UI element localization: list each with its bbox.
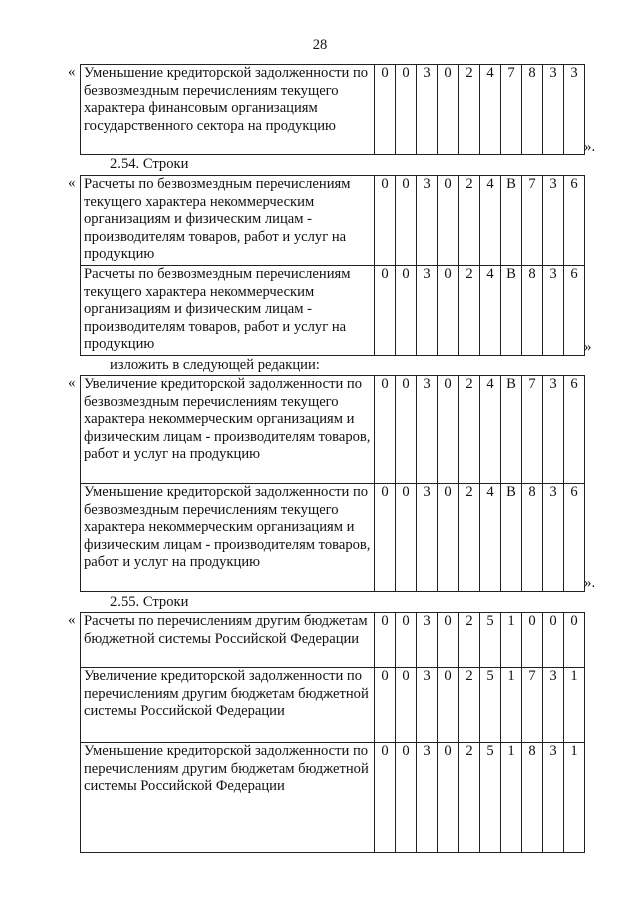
code-digit: 5 [480, 613, 501, 668]
code-digit: 4 [480, 484, 501, 592]
row-description: Увеличение кредиторской задолженности по перечислениям другим бюджетам бюджетной системы Российской Федерации [81, 668, 375, 743]
close-quote: ». [584, 139, 596, 155]
code-table-255 [80, 612, 585, 853]
code-digit: 4 [480, 176, 501, 266]
code-digit: 0 [438, 176, 459, 266]
code-digit: В [501, 266, 522, 356]
section-caption-255: 2.55. Строки [110, 594, 189, 610]
code-digit: 2 [459, 613, 480, 668]
code-digit: 0 [396, 484, 417, 592]
code-digit: 0 [522, 613, 543, 668]
code-digit: 3 [417, 376, 438, 484]
code-digit: 3 [417, 484, 438, 592]
row-description: Расчеты по перечислениям другим бюджетам бюджетной системы Российской Федерации [81, 613, 375, 668]
table-row [81, 65, 585, 155]
code-digit: 0 [375, 65, 396, 155]
code-table-253-tail [80, 64, 585, 155]
table-row [81, 613, 585, 668]
code-digit: 0 [375, 176, 396, 266]
code-digit: 2 [459, 668, 480, 743]
code-digit: 0 [564, 613, 585, 668]
code-digit: 4 [480, 65, 501, 155]
code-digit: 7 [522, 668, 543, 743]
code-digit: 3 [417, 65, 438, 155]
code-digit: 1 [501, 743, 522, 853]
code-digit: 0 [396, 376, 417, 484]
row-description: Увеличение кредиторской задолженности по безвозмездным перечислениям текущего характера некоммерческим организациям и физическим лицам - производителям товаров, работ и услуг на продукцию [81, 376, 375, 484]
code-digit: 0 [438, 613, 459, 668]
code-digit: 2 [459, 176, 480, 266]
page-number: 28 [312, 37, 328, 53]
code-digit: 0 [438, 668, 459, 743]
table-row [81, 484, 585, 592]
row-description: Уменьшение кредиторской задолженности по безвозмездным перечислениям текущего характера финансовым организациям государственного сектора на продукцию [81, 65, 375, 155]
table-row [81, 266, 585, 356]
code-digit: 0 [375, 743, 396, 853]
code-digit: 2 [459, 484, 480, 592]
code-digit: 6 [564, 266, 585, 356]
replace-caption: изложить в следующей редакции: [110, 357, 320, 373]
code-digit: 2 [459, 266, 480, 356]
code-digit: 0 [396, 176, 417, 266]
code-digit: 0 [438, 266, 459, 356]
row-description: Расчеты по безвозмездным перечислениям текущего характера некоммерческим организациям и физическим лицам - производителям товаров, работ и услуг на продукцию [81, 266, 375, 356]
code-digit: 3 [417, 668, 438, 743]
code-digit: 8 [522, 65, 543, 155]
code-digit: 3 [564, 65, 585, 155]
row-description: Уменьшение кредиторской задолженности по перечислениям другим бюджетам бюджетной системы Российской Федерации [81, 743, 375, 853]
code-digit: В [501, 484, 522, 592]
open-quote: « [68, 375, 76, 391]
code-digit: 5 [480, 743, 501, 853]
close-quote: ». [584, 575, 596, 591]
code-digit: 3 [543, 376, 564, 484]
code-digit: 1 [501, 668, 522, 743]
table-row [81, 376, 585, 484]
code-digit: 4 [480, 266, 501, 356]
code-digit: 0 [438, 484, 459, 592]
code-digit: 3 [543, 65, 564, 155]
code-digit: 0 [396, 266, 417, 356]
code-digit: 0 [375, 484, 396, 592]
code-digit: 8 [522, 266, 543, 356]
code-digit: 8 [522, 743, 543, 853]
code-digit: 6 [564, 484, 585, 592]
code-digit: В [501, 176, 522, 266]
code-digit: 7 [501, 65, 522, 155]
code-digit: 3 [543, 484, 564, 592]
code-digit: 0 [438, 743, 459, 853]
section-caption-254: 2.54. Строки [110, 156, 189, 172]
code-digit: 5 [480, 668, 501, 743]
open-quote: « [68, 64, 76, 80]
code-digit: 7 [522, 176, 543, 266]
code-table-254-new [80, 375, 585, 592]
code-digit: 1 [501, 613, 522, 668]
code-digit: 0 [438, 376, 459, 484]
code-digit: 3 [543, 176, 564, 266]
code-digit: 0 [438, 65, 459, 155]
code-digit: 2 [459, 376, 480, 484]
open-quote: « [68, 612, 76, 628]
code-digit: 3 [417, 266, 438, 356]
row-description: Уменьшение кредиторской задолженности по безвозмездным перечислениям текущего характера некоммерческим организациям и физическим лицам - производителям товаров, работ и услуг на продукцию [81, 484, 375, 592]
code-digit: В [501, 376, 522, 484]
code-digit: 0 [375, 613, 396, 668]
code-digit: 7 [522, 376, 543, 484]
code-digit: 0 [396, 613, 417, 668]
table-row [81, 176, 585, 266]
code-digit: 1 [564, 743, 585, 853]
code-digit: 3 [543, 743, 564, 853]
code-digit: 0 [396, 65, 417, 155]
table-row [81, 668, 585, 743]
code-digit: 3 [417, 743, 438, 853]
code-digit: 0 [396, 668, 417, 743]
code-digit: 6 [564, 176, 585, 266]
code-digit: 0 [375, 668, 396, 743]
code-digit: 3 [417, 176, 438, 266]
row-description: Расчеты по безвозмездным перечислениям текущего характера некоммерческим организациям и физическим лицам - производителям товаров, работ и услуг на продукцию [81, 176, 375, 266]
code-digit: 2 [459, 743, 480, 853]
code-digit: 8 [522, 484, 543, 592]
code-digit: 2 [459, 65, 480, 155]
code-digit: 0 [375, 376, 396, 484]
code-digit: 6 [564, 376, 585, 484]
open-quote: « [68, 175, 76, 191]
code-digit: 0 [396, 743, 417, 853]
table-row [81, 743, 585, 853]
code-digit: 3 [417, 613, 438, 668]
code-digit: 0 [375, 266, 396, 356]
code-digit: 1 [564, 668, 585, 743]
code-digit: 3 [543, 266, 564, 356]
close-quote: » [584, 339, 592, 355]
code-digit: 3 [543, 668, 564, 743]
code-digit: 0 [543, 613, 564, 668]
code-digit: 4 [480, 376, 501, 484]
code-table-254-old [80, 175, 585, 356]
